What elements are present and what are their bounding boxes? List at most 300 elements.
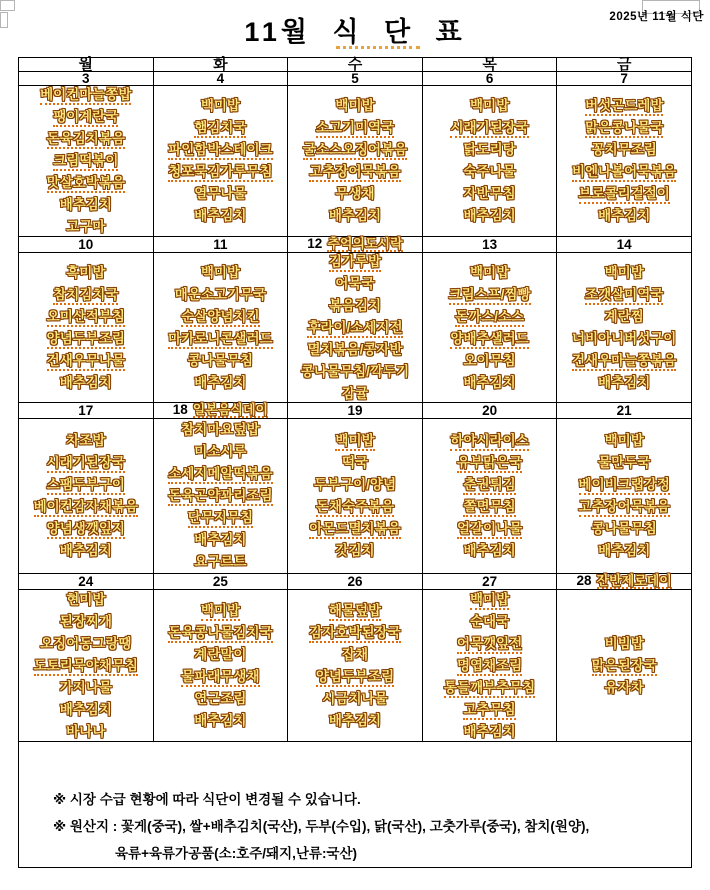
menu-item: [316, 666, 394, 688]
menu-items: [288, 419, 422, 573]
menu-item: [194, 205, 246, 227]
menu-item-text: 청포묵김가루무침: [168, 163, 272, 182]
menu-item: [335, 273, 374, 295]
menu-item-text: 배추김치: [328, 208, 382, 223]
menu-item: [194, 688, 246, 710]
menu-item: [316, 117, 394, 139]
menu-item: [463, 205, 515, 227]
menu-item-text: 두부구이/양념: [313, 477, 396, 492]
menu-items: [19, 419, 153, 573]
menu-item-text: 배추김치: [194, 532, 247, 547]
date-number: 10: [78, 237, 94, 252]
menu-cell: [19, 86, 154, 237]
date-number: 21: [616, 403, 632, 418]
menu-item-text: 현미밥: [66, 591, 106, 607]
menu-item-text: 계란찜: [604, 308, 644, 324]
menu-item-text: 콩나물무침: [187, 352, 253, 368]
menu-items: [19, 590, 153, 741]
menu-item-text: 닭도리탕: [463, 142, 516, 157]
menu-item: [463, 350, 515, 372]
menu-item-text: 배추김치: [194, 374, 247, 390]
menu-item-text: 명엽채조림: [457, 657, 522, 676]
date-number: 19: [347, 403, 363, 418]
menu-item: [335, 430, 374, 452]
menu-items: [154, 253, 288, 402]
date-number: 25: [212, 574, 228, 589]
notes: [19, 742, 691, 867]
menu-item-text: 멸치볶음/콩자반: [307, 341, 403, 357]
menu-item: [201, 262, 240, 284]
menu-item-text: 맛살호박볶음: [47, 174, 125, 193]
menu-table: [18, 57, 692, 868]
menu-item: [598, 452, 650, 474]
menu-item-text: 배추김치: [598, 374, 651, 390]
menu-item-text: 시래기된장국: [47, 454, 125, 473]
menu-item: [463, 183, 515, 205]
menu-item-text: 맑은콩나물국: [585, 119, 663, 138]
menu-item: [585, 284, 663, 306]
menu-item-text: 아몬드멸치볶음: [309, 520, 400, 539]
menu-item-text: 백미밥: [335, 98, 375, 113]
notes-row: [19, 742, 692, 868]
menu-item: [463, 699, 515, 721]
date-row: [19, 237, 692, 253]
menu-item: [572, 328, 676, 350]
menu-item-text: 고구마: [66, 219, 106, 234]
menu-item: [592, 139, 657, 161]
menu-item: [592, 655, 657, 677]
menu-item: [309, 622, 400, 644]
date-cell: [422, 403, 557, 419]
menu-item: [450, 328, 528, 350]
date-number: 17: [78, 403, 94, 418]
menu-item: [342, 644, 368, 666]
menu-item-text: 고추장어묵볶음: [579, 498, 670, 517]
menu-item-text: 시래기된장국: [450, 119, 528, 138]
menu-item: [455, 306, 524, 328]
menu-item: [342, 452, 368, 474]
menu-item: [598, 205, 650, 227]
menu-row: [19, 590, 692, 742]
menu-item-text: 베이컨감자채볶음: [34, 498, 138, 517]
menu-item-text: 감귤: [341, 385, 369, 401]
day-header-row: [19, 58, 692, 72]
menu-item-text: 떡국: [341, 455, 369, 470]
date-cell: [288, 403, 423, 419]
menu-cell: [288, 253, 423, 403]
menu-item-text: 유부맑은국: [457, 454, 522, 473]
menu-item: [181, 666, 259, 688]
menu-item-text: 배추김치: [59, 701, 112, 717]
menu-items: [19, 86, 153, 236]
menu-item: [194, 117, 246, 139]
menu-item-text: 순대국: [470, 613, 510, 629]
menu-cell: [422, 419, 557, 574]
menu-cell: [288, 86, 423, 237]
menu-item: [307, 339, 402, 361]
date-cell: [422, 237, 557, 253]
date-cell: [288, 237, 423, 253]
menu-item-text: 연근조림: [194, 690, 247, 706]
menu-item-text: 가지나물: [59, 679, 112, 695]
menu-item-text: 해물덮밥: [329, 602, 381, 621]
menu-item: [34, 496, 138, 518]
menu-item: [457, 452, 522, 474]
menu-cell: [288, 590, 423, 742]
menu-item-text: 볶음김치: [328, 297, 382, 313]
menu-items: [557, 419, 691, 573]
date-cell: [153, 574, 288, 590]
menu-item: [329, 710, 381, 732]
note-line: ※ 원산지 : 꽃게(중국), 쌀+배추김치(국산), 두부(수입), 닭(국산), 고춧가루(중국), 참치(원양),: [53, 819, 590, 834]
menu-items: [557, 253, 691, 402]
date-row: [19, 574, 692, 590]
date-cell: [153, 403, 288, 419]
date-number: 3: [82, 71, 90, 86]
menu-item-text: 매운소고기무국: [174, 286, 267, 302]
date-cell: [19, 72, 154, 86]
menu-item: [444, 677, 535, 699]
menu-item-text: 감자호박된장국: [309, 624, 400, 643]
menu-item-text: 된장찌개: [59, 613, 112, 629]
menu-item-text: 고추장어묵볶음: [309, 163, 400, 182]
menu-item-text: 건새우마늘쫑볶음: [572, 352, 676, 371]
date-event-label: 일본음식데이: [192, 402, 269, 417]
title-underline-squiggle: [336, 46, 420, 49]
menu-item: [329, 205, 381, 227]
menu-item: [450, 430, 528, 452]
menu-item: [463, 372, 515, 394]
date-cell: [19, 237, 154, 253]
menu-item: [194, 710, 246, 732]
menu-item-text: 하야시라이스: [450, 432, 528, 451]
menu-item: [579, 496, 670, 518]
menu-item: [342, 383, 368, 403]
menu-item-text: 물만두국: [598, 455, 651, 470]
menu-item-text: 스팸두부구이: [47, 476, 125, 495]
menu-item: [335, 183, 374, 205]
menu-item: [457, 518, 522, 540]
menu-item: [335, 95, 374, 117]
corner-date-label: 2025년 11월 식단: [609, 11, 704, 23]
menu-item-text: 갓김치: [335, 543, 375, 558]
menu-item: [463, 139, 515, 161]
menu-item-text: 물파래무생채: [181, 668, 259, 687]
menu-cell: [153, 86, 288, 237]
menu-cell: [153, 253, 288, 403]
date-row: [19, 403, 692, 419]
menu-item-text: 베이컨마늘쫑밥: [40, 86, 131, 105]
menu-cell: [288, 419, 423, 574]
menu-item: [450, 117, 528, 139]
menu-item: [168, 328, 272, 350]
menu-cell: [19, 253, 154, 403]
date-cell: [557, 403, 692, 419]
menu-item-text: 소고기미역국: [316, 119, 394, 138]
date-event-label: 잔반제로데이: [596, 573, 672, 588]
menu-item-text: 베이비크랩강정: [579, 476, 670, 495]
date-number: 14: [616, 237, 632, 252]
menu-item: [605, 430, 644, 452]
menu-item: [463, 496, 515, 518]
menu-item: [470, 262, 509, 284]
menu-item: [66, 262, 105, 284]
menu-row: [19, 419, 692, 574]
menu-item-text: 콩나물무침/깍두기: [300, 363, 410, 379]
menu-item-text: 어묵깻잎전: [457, 635, 522, 654]
menu-cell: [557, 86, 692, 237]
date-number: 4: [216, 71, 225, 86]
menu-item-text: 백미밥: [201, 602, 240, 621]
day-header-cell: 월: [19, 58, 154, 72]
menu-item: [470, 611, 509, 633]
day-header-cell: 목: [422, 58, 557, 72]
menu-cell: [19, 590, 154, 742]
menu-item-text: 배추김치: [59, 374, 112, 390]
menu-item: [60, 699, 112, 721]
date-cell: [557, 72, 692, 86]
menu-items: [288, 86, 422, 236]
menu-item-text: 비빔밥: [604, 635, 644, 651]
menu-item: [60, 677, 112, 699]
menu-cell: [19, 419, 154, 574]
menu-item-text: 돈까스/소스: [455, 308, 524, 327]
menu-item-text: 백미밥: [604, 264, 644, 280]
menu-item: [463, 721, 515, 742]
menu-item-text: 콩나물무침: [591, 521, 657, 536]
menu-item-text: 시금치나물: [322, 690, 388, 706]
menu-item: [598, 372, 650, 394]
menu-item-text: 참치김치국: [53, 286, 118, 305]
menu-item: [60, 540, 112, 562]
menu-item: [605, 633, 644, 655]
menu-items: [154, 590, 288, 741]
menu-item: [47, 172, 125, 194]
menu-items: [423, 419, 557, 573]
menu-item-text: 크림떡볶이: [53, 152, 118, 171]
menu-item-text: 오징어동그랑땡: [40, 635, 132, 651]
menu-item-text: 버섯곤드레밥: [585, 97, 663, 116]
menu-item-text: 열무나물: [194, 186, 247, 201]
menu-item-text: 고추무침: [463, 701, 515, 720]
menu-item-text: 마카로니콘샐러드: [168, 330, 272, 349]
menu-items: [557, 590, 691, 741]
menu-cell: [153, 419, 288, 574]
menu-items: [154, 86, 288, 236]
day-header-cell: 금: [557, 58, 692, 72]
date-number: 20: [482, 403, 498, 418]
menu-item-text: 백미밥: [200, 98, 240, 113]
menu-item: [188, 350, 253, 372]
menu-item: [201, 600, 240, 622]
menu-item-text: 백미밥: [335, 432, 374, 451]
menu-item-text: 단무지무침: [188, 509, 253, 528]
menu-item-text: 맑은된장국: [592, 657, 657, 676]
day-header-cell: 화: [153, 58, 288, 72]
menu-item-text: 쫄면무침: [463, 498, 515, 517]
menu-items: [423, 253, 557, 402]
menu-item-text: 순살양념치킨: [181, 308, 259, 327]
menu-item-text: 배추김치: [194, 208, 247, 223]
menu-item-text: 어묵국: [335, 275, 375, 291]
menu-item-text: 유자차: [604, 679, 644, 695]
menu-cell: [153, 590, 288, 742]
menu-item: [579, 474, 670, 496]
menu-item: [314, 474, 396, 496]
date-cell: [422, 72, 557, 86]
date-event-label: 추억의도시락: [327, 236, 403, 251]
menu-item-text: 통들깨부추무침: [444, 679, 535, 698]
menu-row: [19, 86, 692, 237]
menu-item-text: 미소시루: [194, 444, 247, 459]
date-cell: [153, 237, 288, 253]
menu-item: [457, 655, 522, 677]
menu-item: [181, 306, 259, 328]
menu-item-text: 비엔나볼어묵볶음: [572, 163, 676, 182]
menu-item-text: 배추김치: [328, 712, 382, 728]
menu-item: [47, 328, 125, 350]
menu-item: [47, 306, 125, 328]
menu-item: [605, 677, 644, 699]
menu-item-text: 배추김치: [194, 712, 247, 728]
date-number: 11: [213, 237, 228, 252]
menu-item: [194, 183, 246, 205]
date-cell: [19, 574, 154, 590]
menu-item: [470, 590, 509, 611]
menu-item: [66, 216, 105, 236]
menu-item: [309, 161, 400, 183]
menu-item-text: 차조밥: [66, 433, 106, 448]
menu-item: [309, 518, 400, 540]
menu-item-text: 얼갈이나물: [457, 520, 522, 539]
day-header-cell: 수: [288, 58, 423, 72]
menu-items: [154, 419, 288, 573]
menu-item: [194, 644, 246, 666]
menu-item-text: 흑미밥: [66, 264, 106, 280]
menu-item: [470, 95, 509, 117]
menu-item-text: 꽁치무조림: [591, 142, 657, 157]
notes-cell: [19, 742, 692, 868]
menu-item-text: 파인함박스테이크: [168, 141, 272, 160]
menu-item: [34, 655, 138, 677]
date-cell: [288, 72, 423, 86]
menu-item: [168, 622, 272, 644]
menu-item-text: 계란말이: [194, 646, 247, 662]
menu-item: [585, 117, 663, 139]
date-cell: [422, 574, 557, 590]
menu-item-text: 김가루밥: [329, 253, 381, 272]
menu-item-text: 도토리묵야채무침: [34, 657, 138, 676]
menu-item-text: 배추김치: [463, 374, 516, 390]
menu-item: [572, 350, 676, 372]
menu-item-text: 백미밥: [604, 433, 644, 448]
menu-item: [181, 419, 259, 441]
menu-item: [605, 262, 644, 284]
menu-item: [194, 441, 246, 463]
menu-item: [307, 317, 402, 339]
menu-item-text: 잡채: [341, 646, 369, 662]
menu-item: [168, 139, 272, 161]
menu-item: [201, 95, 240, 117]
date-number: 6: [485, 71, 494, 86]
menu-item: [47, 518, 125, 540]
menu-item: [47, 350, 125, 372]
date-number: 7: [620, 71, 628, 86]
date-number: 27: [482, 574, 498, 589]
menu-cell: [557, 419, 692, 574]
menu-item-text: 돈육곤약꽈리조림: [168, 487, 272, 506]
menu-cell: [557, 253, 692, 403]
menu-item: [60, 194, 112, 216]
menu-item-text: 양념두부조림: [316, 668, 394, 687]
menu-item: [194, 551, 246, 573]
menu-item: [463, 540, 515, 562]
menu-item-text: 크림스프/찜빵: [449, 286, 531, 305]
menu-item: [579, 183, 670, 205]
menu-items: [288, 590, 422, 741]
menu-item: [463, 161, 515, 183]
date-cell: [557, 237, 692, 253]
menu-item-text: 백미밥: [470, 591, 509, 610]
date-cell: [153, 72, 288, 86]
note-line: ※ 시장 수급 현황에 따라 식단이 변경될 수 있습니다.: [53, 792, 361, 807]
menu-item-text: 너비아니버섯구이: [572, 330, 677, 346]
menu-item: [457, 633, 522, 655]
menu-item-text: 오미산적부침: [47, 308, 125, 327]
menu-item: [322, 688, 387, 710]
date-cell: [19, 403, 154, 419]
menu-item: [53, 106, 118, 128]
date-row: [19, 72, 692, 86]
date-number: 12: [307, 236, 323, 251]
date-cell: [288, 574, 423, 590]
date-cell: [557, 574, 692, 590]
menu-item-text: 돈육콩나물김치국: [168, 624, 272, 643]
menu-item: [168, 161, 272, 183]
menu-item: [329, 253, 381, 273]
menu-cell: [422, 253, 557, 403]
menu-item-text: 햄김치국: [194, 119, 246, 138]
menu-row: [19, 253, 692, 403]
menu-item-text: 조갯살미역국: [585, 286, 663, 305]
menu-item-text: 건새우무나물: [47, 352, 125, 371]
menu-item-text: 후라이/소세지전: [307, 319, 402, 338]
menu-item: [463, 474, 515, 496]
menu-item: [598, 540, 650, 562]
menu-items: [423, 590, 557, 741]
menu-item-text: 춘권튀김: [463, 476, 515, 495]
menu-item: [592, 518, 657, 540]
date-number: 18: [172, 402, 188, 417]
menu-item-text: 무생채: [335, 186, 375, 201]
menu-item: [329, 295, 381, 317]
menu-item: [188, 507, 253, 529]
menu-item-text: 굴소스오징어볶음: [303, 141, 407, 160]
menu-item-text: 요구르트: [194, 554, 247, 569]
page-title: 11월 식 단 표: [244, 17, 466, 47]
menu-item-text: 돈육김치볶음: [47, 130, 125, 149]
menu-item: [194, 372, 246, 394]
menu-item-text: 백미밥: [470, 264, 510, 280]
menu-items: [288, 253, 422, 402]
menu-item: [175, 284, 266, 306]
menu-item: [60, 611, 112, 633]
menu-item: [60, 372, 112, 394]
menu-item: [168, 485, 272, 507]
date-number: 26: [347, 574, 363, 589]
menu-item-text: 바나나: [66, 723, 106, 739]
menu-item: [335, 540, 374, 562]
